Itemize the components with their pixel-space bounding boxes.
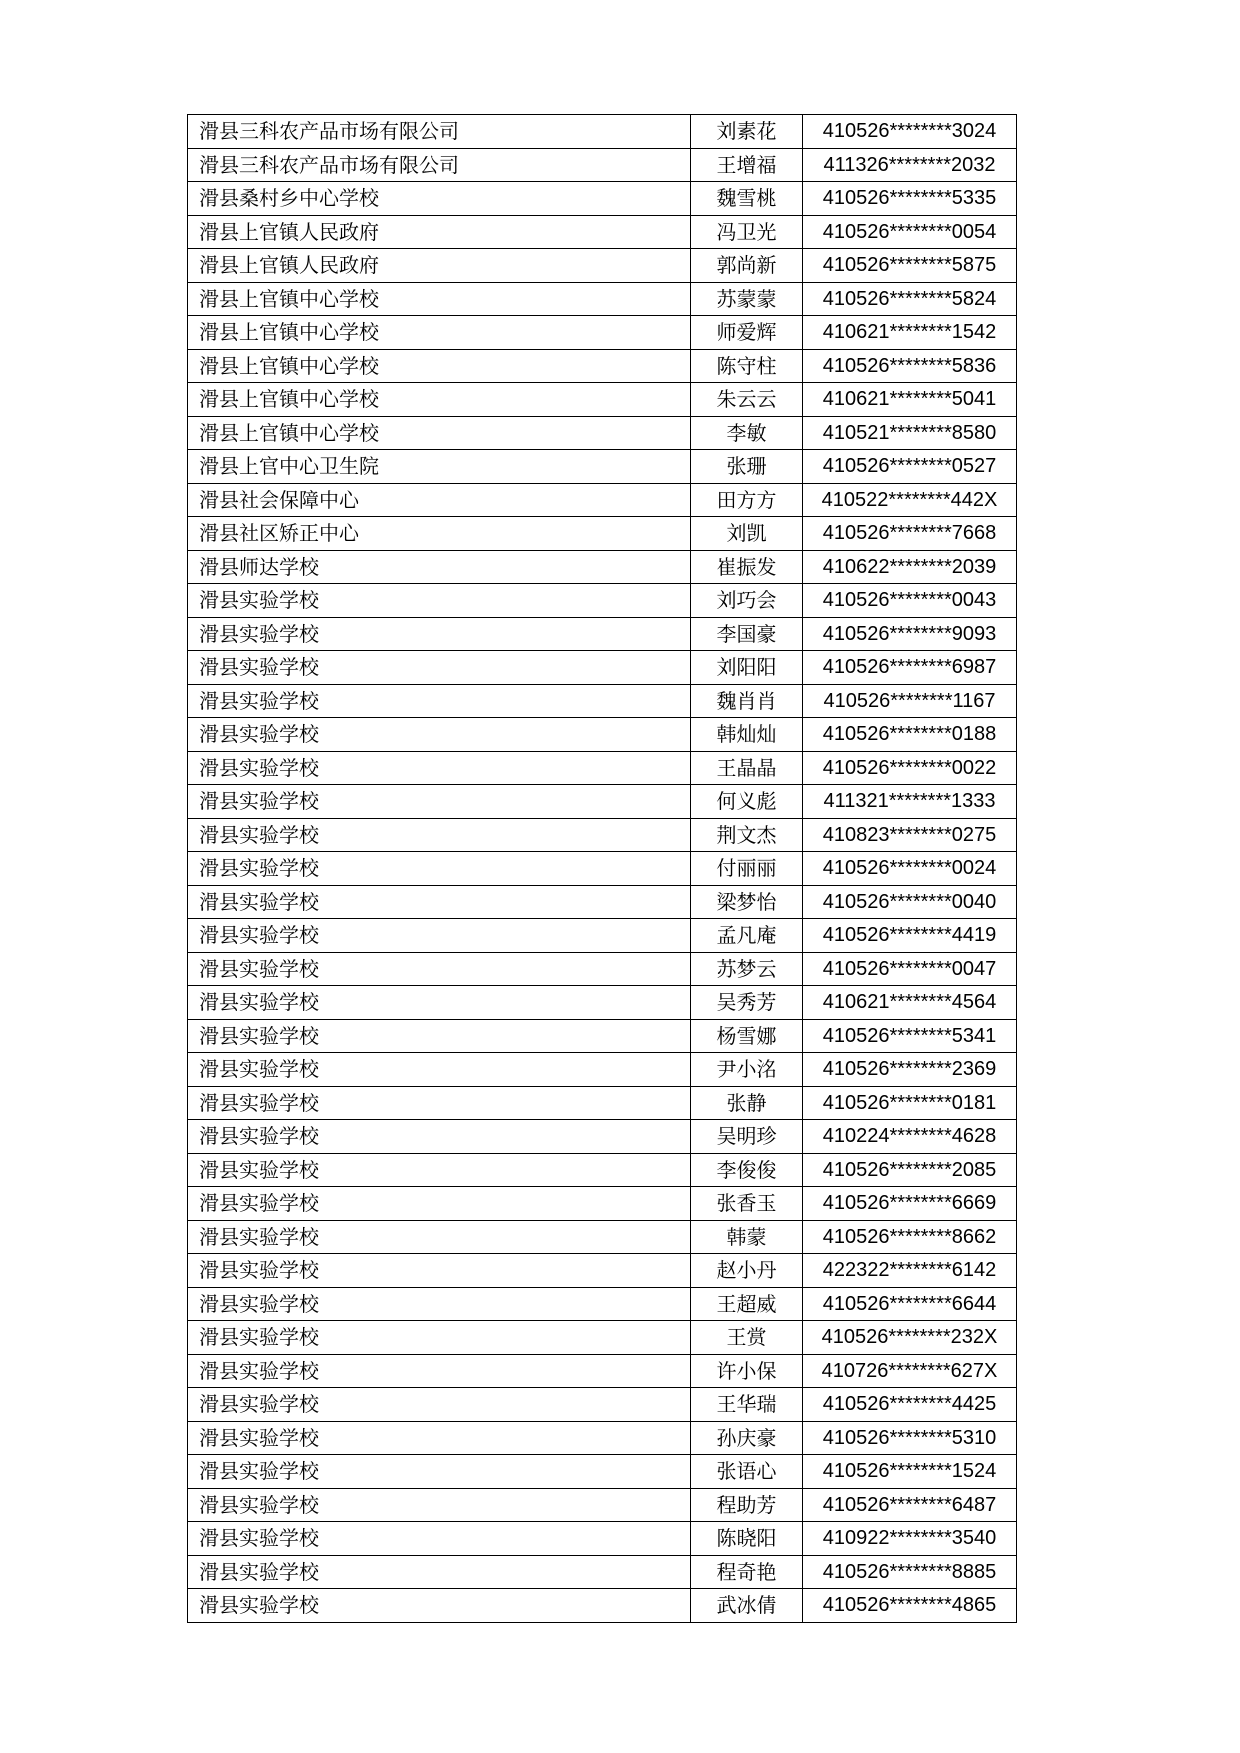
table-row — [188, 1053, 1017, 1087]
person-name-cell: 朱云云 — [691, 383, 803, 417]
table-row — [188, 215, 1017, 249]
table-row — [188, 550, 1017, 584]
table-row — [188, 1019, 1017, 1053]
organization-cell: 滑县实验学校 — [188, 1488, 691, 1522]
organization-cell: 滑县实验学校 — [188, 1053, 691, 1087]
table-row — [188, 1455, 1017, 1489]
id-number-cell: 410526********6487 — [803, 1488, 1017, 1522]
id-number-cell: 410922********3540 — [803, 1522, 1017, 1556]
person-name-cell: 张珊 — [691, 450, 803, 484]
id-number-cell: 410726********627X — [803, 1354, 1017, 1388]
organization-cell: 滑县实验学校 — [188, 1019, 691, 1053]
id-number-cell: 410621********1542 — [803, 316, 1017, 350]
person-name-cell: 程奇艳 — [691, 1555, 803, 1589]
person-name-cell: 李俊俊 — [691, 1153, 803, 1187]
organization-cell: 滑县上官镇中心学校 — [188, 349, 691, 383]
person-name-cell: 苏蒙蒙 — [691, 282, 803, 316]
person-name-cell: 王增福 — [691, 148, 803, 182]
organization-cell: 滑县实验学校 — [188, 1421, 691, 1455]
person-name-cell: 尹小洺 — [691, 1053, 803, 1087]
person-name-cell: 吴秀芳 — [691, 986, 803, 1020]
organization-cell: 滑县实验学校 — [188, 1321, 691, 1355]
organization-cell: 滑县实验学校 — [188, 1287, 691, 1321]
person-name-cell: 许小保 — [691, 1354, 803, 1388]
id-number-cell: 410526********5824 — [803, 282, 1017, 316]
id-number-cell: 410526********0043 — [803, 584, 1017, 618]
table-row — [188, 584, 1017, 618]
id-number-cell: 410526********3024 — [803, 115, 1017, 149]
organization-cell: 滑县上官镇中心学校 — [188, 282, 691, 316]
id-number-cell: 410526********0181 — [803, 1086, 1017, 1120]
id-number-cell: 410526********0047 — [803, 952, 1017, 986]
organization-cell: 滑县实验学校 — [188, 1187, 691, 1221]
organization-cell: 滑县实验学校 — [188, 1589, 691, 1623]
table-row — [188, 1354, 1017, 1388]
id-number-cell: 410224********4628 — [803, 1120, 1017, 1154]
organization-cell: 滑县实验学校 — [188, 785, 691, 819]
person-name-cell: 李敏 — [691, 416, 803, 450]
organization-cell: 滑县实验学校 — [188, 1455, 691, 1489]
organization-cell: 滑县实验学校 — [188, 684, 691, 718]
person-name-cell: 崔振发 — [691, 550, 803, 584]
organization-cell: 滑县上官镇中心学校 — [188, 383, 691, 417]
id-number-cell: 410522********442X — [803, 483, 1017, 517]
organization-cell: 滑县社区矫正中心 — [188, 517, 691, 551]
table-row — [188, 1421, 1017, 1455]
id-number-cell: 410521********8580 — [803, 416, 1017, 450]
id-number-cell: 411326********2032 — [803, 148, 1017, 182]
organization-cell: 滑县实验学校 — [188, 651, 691, 685]
table-row — [188, 115, 1017, 149]
id-number-cell: 410526********5836 — [803, 349, 1017, 383]
table-row — [188, 483, 1017, 517]
id-number-cell: 410526********232X — [803, 1321, 1017, 1355]
person-name-cell: 王晶晶 — [691, 751, 803, 785]
organization-cell: 滑县实验学校 — [188, 1153, 691, 1187]
person-name-cell: 郭尚新 — [691, 249, 803, 283]
organization-cell: 滑县三科农产品市场有限公司 — [188, 115, 691, 149]
person-name-cell: 李国豪 — [691, 617, 803, 651]
table-row — [188, 1287, 1017, 1321]
table-row — [188, 1321, 1017, 1355]
table-row — [188, 450, 1017, 484]
id-number-cell: 410526********0024 — [803, 852, 1017, 886]
organization-cell: 滑县实验学校 — [188, 1522, 691, 1556]
table-row — [188, 684, 1017, 718]
organization-cell: 滑县社会保障中心 — [188, 483, 691, 517]
table-row — [188, 1555, 1017, 1589]
person-name-cell: 杨雪娜 — [691, 1019, 803, 1053]
table-row — [188, 986, 1017, 1020]
table-row — [188, 349, 1017, 383]
table-row — [188, 517, 1017, 551]
organization-cell: 滑县三科农产品市场有限公司 — [188, 148, 691, 182]
table-row — [188, 751, 1017, 785]
table-row — [188, 416, 1017, 450]
id-number-cell: 410526********9093 — [803, 617, 1017, 651]
person-name-cell: 何义彪 — [691, 785, 803, 819]
id-number-cell: 410621********5041 — [803, 383, 1017, 417]
organization-cell: 滑县实验学校 — [188, 1388, 691, 1422]
id-number-cell: 410526********0527 — [803, 450, 1017, 484]
organization-cell: 滑县实验学校 — [188, 751, 691, 785]
person-name-cell: 魏雪桃 — [691, 182, 803, 216]
id-number-cell: 410526********5875 — [803, 249, 1017, 283]
table-row — [188, 148, 1017, 182]
person-name-cell: 冯卫光 — [691, 215, 803, 249]
table-row — [188, 1120, 1017, 1154]
table-row — [188, 852, 1017, 886]
table-row — [188, 718, 1017, 752]
person-name-cell: 付丽丽 — [691, 852, 803, 886]
id-number-cell: 410526********7668 — [803, 517, 1017, 551]
person-name-cell: 吴明珍 — [691, 1120, 803, 1154]
person-name-cell: 王超威 — [691, 1287, 803, 1321]
id-number-cell: 410526********6987 — [803, 651, 1017, 685]
table-row — [188, 651, 1017, 685]
id-number-cell: 410526********6644 — [803, 1287, 1017, 1321]
person-name-cell: 程助芳 — [691, 1488, 803, 1522]
table-row — [188, 182, 1017, 216]
table-row — [188, 952, 1017, 986]
organization-cell: 滑县实验学校 — [188, 852, 691, 886]
organization-cell: 滑县桑村乡中心学校 — [188, 182, 691, 216]
organization-cell: 滑县师达学校 — [188, 550, 691, 584]
table-row — [188, 1187, 1017, 1221]
table-row — [188, 1522, 1017, 1556]
person-name-cell: 陈守柱 — [691, 349, 803, 383]
person-name-cell: 苏梦云 — [691, 952, 803, 986]
id-number-cell: 410526********1167 — [803, 684, 1017, 718]
person-name-cell: 田方方 — [691, 483, 803, 517]
person-name-cell: 陈晓阳 — [691, 1522, 803, 1556]
person-name-cell: 韩灿灿 — [691, 718, 803, 752]
person-name-cell: 师爱辉 — [691, 316, 803, 350]
organization-cell: 滑县实验学校 — [188, 1220, 691, 1254]
table-row — [188, 282, 1017, 316]
id-number-cell: 410526********0054 — [803, 215, 1017, 249]
table-row — [188, 785, 1017, 819]
person-name-cell: 王赏 — [691, 1321, 803, 1355]
organization-cell: 滑县实验学校 — [188, 1555, 691, 1589]
organization-cell: 滑县上官镇中心学校 — [188, 416, 691, 450]
table-row — [188, 1388, 1017, 1422]
person-name-cell: 武冰倩 — [691, 1589, 803, 1623]
id-number-cell: 410526********2369 — [803, 1053, 1017, 1087]
person-name-cell: 韩蒙 — [691, 1220, 803, 1254]
table-row — [188, 1220, 1017, 1254]
id-number-cell: 410526********5335 — [803, 182, 1017, 216]
organization-cell: 滑县上官镇人民政府 — [188, 249, 691, 283]
id-number-cell: 410526********2085 — [803, 1153, 1017, 1187]
organization-cell: 滑县上官镇中心学校 — [188, 316, 691, 350]
id-number-cell: 410526********4419 — [803, 919, 1017, 953]
id-number-cell: 410526********5310 — [803, 1421, 1017, 1455]
person-name-cell: 刘巧会 — [691, 584, 803, 618]
table-row — [188, 885, 1017, 919]
id-number-cell: 410526********8662 — [803, 1220, 1017, 1254]
id-number-cell: 410526********4425 — [803, 1388, 1017, 1422]
person-name-cell: 孟凡庵 — [691, 919, 803, 953]
organization-cell: 滑县上官镇人民政府 — [188, 215, 691, 249]
person-name-cell: 张香玉 — [691, 1187, 803, 1221]
person-name-cell: 王华瑞 — [691, 1388, 803, 1422]
id-number-cell: 410622********2039 — [803, 550, 1017, 584]
id-number-cell: 410526********8885 — [803, 1555, 1017, 1589]
organization-cell: 滑县实验学校 — [188, 986, 691, 1020]
organization-cell: 滑县上官中心卫生院 — [188, 450, 691, 484]
id-number-cell: 410526********6669 — [803, 1187, 1017, 1221]
table-row — [188, 919, 1017, 953]
id-number-cell: 410526********0022 — [803, 751, 1017, 785]
table-row — [188, 1589, 1017, 1623]
id-number-cell: 410526********4865 — [803, 1589, 1017, 1623]
person-name-cell: 梁梦怡 — [691, 885, 803, 919]
person-name-cell: 荆文杰 — [691, 818, 803, 852]
organization-cell: 滑县实验学校 — [188, 952, 691, 986]
organization-cell: 滑县实验学校 — [188, 718, 691, 752]
table-row — [188, 1488, 1017, 1522]
organization-cell: 滑县实验学校 — [188, 617, 691, 651]
organization-cell: 滑县实验学校 — [188, 1354, 691, 1388]
table-row — [188, 1153, 1017, 1187]
organization-cell: 滑县实验学校 — [188, 1086, 691, 1120]
organization-cell: 滑县实验学校 — [188, 1254, 691, 1288]
table-row — [188, 617, 1017, 651]
table-body — [188, 115, 1017, 1623]
table-row — [188, 383, 1017, 417]
id-number-cell: 410621********4564 — [803, 986, 1017, 1020]
organization-cell: 滑县实验学校 — [188, 1120, 691, 1154]
person-name-cell: 孙庆豪 — [691, 1421, 803, 1455]
table-row — [188, 818, 1017, 852]
personnel-table — [187, 114, 1017, 1623]
id-number-cell: 410526********0188 — [803, 718, 1017, 752]
organization-cell: 滑县实验学校 — [188, 919, 691, 953]
table-row — [188, 1254, 1017, 1288]
id-number-cell: 411321********1333 — [803, 785, 1017, 819]
person-name-cell: 张静 — [691, 1086, 803, 1120]
organization-cell: 滑县实验学校 — [188, 584, 691, 618]
table-row — [188, 249, 1017, 283]
person-name-cell: 刘阳阳 — [691, 651, 803, 685]
id-number-cell: 410526********1524 — [803, 1455, 1017, 1489]
person-name-cell: 魏肖肖 — [691, 684, 803, 718]
organization-cell: 滑县实验学校 — [188, 818, 691, 852]
id-number-cell: 410823********0275 — [803, 818, 1017, 852]
id-number-cell: 422322********6142 — [803, 1254, 1017, 1288]
table-row — [188, 1086, 1017, 1120]
organization-cell: 滑县实验学校 — [188, 885, 691, 919]
person-name-cell: 张语心 — [691, 1455, 803, 1489]
id-number-cell: 410526********0040 — [803, 885, 1017, 919]
person-name-cell: 赵小丹 — [691, 1254, 803, 1288]
id-number-cell: 410526********5341 — [803, 1019, 1017, 1053]
person-name-cell: 刘素花 — [691, 115, 803, 149]
person-name-cell: 刘凯 — [691, 517, 803, 551]
table-row — [188, 316, 1017, 350]
